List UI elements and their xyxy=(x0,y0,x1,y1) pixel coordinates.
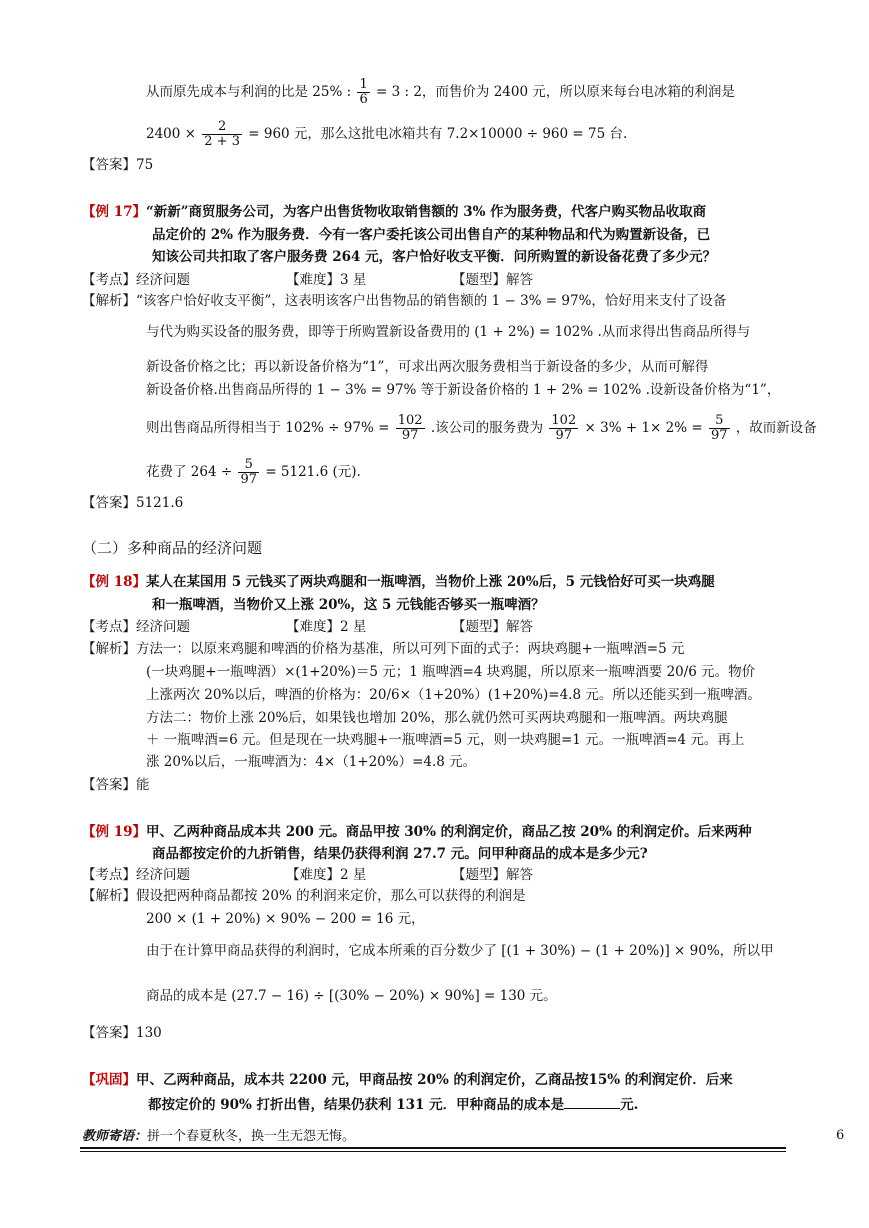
ex18-solution-line-3: 上涨两次 20%以后，啤酒的价格为：20/6×（1+20%）(1+20%)=4.8 元。所以还能买到一瓶啤酒。 xyxy=(146,687,761,703)
ex17-question-line-3: 知该公司共扣取了客户服务费 264 元，客户恰好收支平衡．问所购置的新设备花费了多少元？ xyxy=(152,249,717,265)
page-number: 6 xyxy=(836,1128,845,1143)
ex18-answer: 【答案】能 xyxy=(82,777,150,793)
top-line-1 xyxy=(146,78,735,107)
topic: 经济问题 xyxy=(136,619,190,635)
ex19-solution-line-3: 由于在计算甲商品获得的利润时，它成本所乘的百分数少了 [(1 + 30%) − (1 + 20%)] × 90%，所以甲 xyxy=(146,943,774,959)
ex18-question-line-1: 【例 18】某人在某国用 5 元钱买了两块鸡腿和一瓶啤酒，当物价上涨 20%后，5 元钱恰好可买一块鸡腿 xyxy=(82,574,715,590)
fraction: $\frac{102}{97}$ xyxy=(397,413,423,443)
answer-blank xyxy=(564,1094,620,1109)
section-title: （二）多种商品的经济问题 xyxy=(82,539,263,557)
fraction: $\frac{2}{2 + 3}$ xyxy=(204,119,240,149)
topic: 经济问题 xyxy=(136,867,190,883)
ex17-solution-line-3: 新设备价格之比；再以新设备价格为“1”，可求出两次服务费相当于新设备的多少，从而可解得 xyxy=(146,359,709,375)
text: = 3 : 2，而售价为 2400 元，所以原来每台电冰箱的利润是 xyxy=(376,84,735,100)
text: 2400 × xyxy=(146,126,196,142)
text: = 960 元，那么这批电冰箱共有 7.2×10000 ÷ 960 = 75 台. xyxy=(248,126,628,142)
ex17-solution-line-4: 新设备价格.出售商品所得的 1 − 3% = 97% 等于新设备价格的 1 + 2% = 102% .设新设备价格为“1”， xyxy=(146,382,781,398)
ex17-solution-line-2: 与代为购买设备的服务费，即等于所购置新设备费用的 (1 + 2%) = 102% .从而求得出售商品所得与 xyxy=(146,324,751,340)
footer-rule xyxy=(80,1147,786,1149)
fraction: $\frac{1}{6}$ xyxy=(359,77,368,107)
ex19-solution-line-4: 商品的成本是 (27.7 − 16) ÷ [(30% − 20%) × 90%] = 130 元。 xyxy=(146,988,557,1004)
answer-value: 5121.6 xyxy=(136,495,184,511)
ex19-solution-line-1: 【解析】假设把两种商品都按 20% 的利润来定价，那么可以获得的利润是 xyxy=(82,888,526,904)
fraction: $\frac{5}{97}$ xyxy=(710,413,728,443)
motto-text: 拼一个春夏秋冬，换一生无怨无悔。 xyxy=(147,1129,356,1144)
difficulty: 2 星 xyxy=(340,619,367,635)
top-answer xyxy=(82,156,153,174)
answer-label: 【答案】 xyxy=(82,157,136,173)
ex18-meta: 【考点】经济问题 【难度】2 星 【题型】解答 xyxy=(82,619,533,635)
motto-label: 教师寄语： xyxy=(82,1129,148,1144)
fraction: $\frac{102}{97}$ xyxy=(551,413,577,443)
example-tag: 【例 19】 xyxy=(82,824,146,840)
ex19-solution-line-2: 200 × (1 + 20%) × 90% − 200 = 16 元， xyxy=(146,911,425,927)
example-tag: 【例 18】 xyxy=(82,574,146,590)
ex17-solution-line-6: 花费了 264 ÷ $\frac{5}{97}$ = 5121.6 (元). xyxy=(146,457,361,487)
text: 从而原先成本与利润的比是 25% : xyxy=(146,84,352,100)
footer-motto xyxy=(82,1128,355,1146)
ex17-question-line-1: 【例 17】“新新”商贸服务公司，为客户出售货物收取销售额的 3% 作为服务费，代客户购买物品收取商 xyxy=(82,204,707,220)
ex17-question-line-2: 品定价的 2% 作为服务费．今有一客户委托该公司出售自产的某种物品和代为购置新设备，已 xyxy=(152,227,711,243)
ex17-answer: 【答案】5121.6 xyxy=(82,495,184,511)
ex19-question-line-2: 商品都按定价的九折销售，结果仍获得利润 27.7 元。问甲种商品的成本是多少元? xyxy=(152,846,648,862)
ex18-solution-line-6: 涨 20%以后，一瓶啤酒为：4×（1+20%）=4.8 元。 xyxy=(146,754,477,770)
answer-value: 130 xyxy=(136,1025,162,1041)
ex19-question-line-1: 【例 19】甲、乙两种商品成本共 200 元。商品甲按 30% 的利润定价，商品乙按 20% 的利润定价。后来两种 xyxy=(82,824,752,840)
question-type: 解答 xyxy=(506,619,533,635)
difficulty: 2 星 xyxy=(340,867,367,883)
ex19-meta: 【考点】经济问题 【难度】2 星 【题型】解答 xyxy=(82,867,533,883)
answer-value: 能 xyxy=(136,777,150,793)
footer-rule-thin xyxy=(80,1151,786,1152)
difficulty: 3 星 xyxy=(340,272,367,288)
question-type: 解答 xyxy=(506,867,533,883)
ex18-solution-line-1: 【解析】方法一：以原来鸡腿和啤酒的价格为基准，所以可列下面的式子：两块鸡腿+一瓶啤酒=5 元 xyxy=(82,641,685,657)
top-line-2 xyxy=(146,120,627,149)
ex18-question-line-2: 和一瓶啤酒，当物价又上涨 20%，这 5 元钱能否够买一瓶啤酒？ xyxy=(152,597,545,613)
answer-value: 75 xyxy=(136,157,154,173)
fraction: $\frac{5}{97}$ xyxy=(240,457,258,487)
exercise-tag: 【巩固】 xyxy=(82,1072,136,1088)
consolidate-line-2: 都按定价的 90% 打折出售，结果仍获利 131 元．甲种商品的成本是 元. xyxy=(148,1094,638,1114)
consolidate-line-1: 【巩固】甲、乙两种商品，成本共 2200 元，甲商品按 20% 的利润定价，乙商品按15% 的利润定价．后来 xyxy=(82,1072,733,1088)
question-type: 解答 xyxy=(506,272,533,288)
ex17-meta: 【考点】经济问题 【难度】3 星 【题型】解答 xyxy=(82,272,533,288)
ex18-solution-line-5: ＋ 一瓶啤酒=6 元。但是现在一块鸡腿+一瓶啤酒=5 元，则一块鸡腿=1 元。一瓶啤酒=4 元。再上 xyxy=(146,732,745,748)
ex17-solution-line-5: 则出售商品所得相当于 102% ÷ 97% = $\frac{102}{97}$ .该公司的服务费为 $\frac{102}{97}$ × 3% + 1× 2% = $\frac{5}{97}$ ，故而新设备 xyxy=(146,413,817,443)
ex18-solution-line-2: (一块鸡腿+一瓶啤酒）×(1+20%)＝5 元；1 瓶啤酒=4 块鸡腿，所以原来一瓶啤酒要 20/6 元。物价 xyxy=(146,664,756,680)
ex18-solution-line-4: 方法二：物价上涨 20%后，如果钱也增加 20%，那么就仍然可买两块鸡腿和一瓶啤酒。两块鸡腿 xyxy=(146,710,728,726)
ex17-solution-line-1: 【解析】“该客户恰好收支平衡”，这表明该客户出售物品的销售额的 1 − 3% = 97%，恰好用来支付了设备 xyxy=(82,293,727,309)
topic: 经济问题 xyxy=(136,272,190,288)
ex19-answer: 【答案】130 xyxy=(82,1025,162,1041)
example-tag: 【例 17】 xyxy=(82,204,146,220)
